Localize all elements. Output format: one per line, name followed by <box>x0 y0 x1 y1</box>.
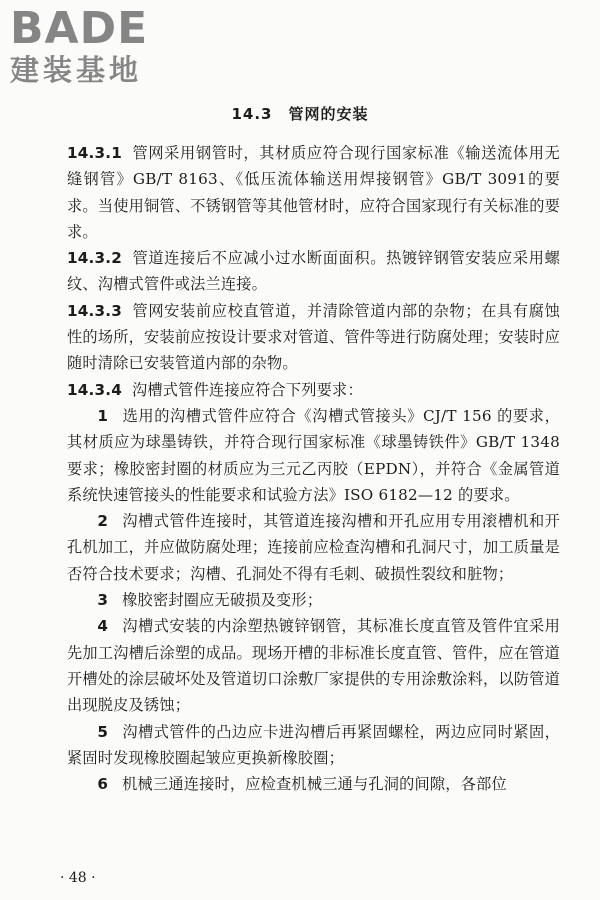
clause-text: 管道连接后不应减小过水断面面积。热镀锌钢管安装应采用螺纹、沟槽式管件或法兰连接。 <box>67 249 560 294</box>
item-text: 选用的沟槽式管件应符合《沟槽式管接头》CJ/T 156 的要求，其材质应为球墨铸铁，并符合现行国家标准《球墨铸铁件》GB/T 1348要求；橡胶密封圈的材质应为三元乙丙胶（EPDN），并符合《金属管道系统快速管接头的性能要求和试验方法》ISO 6182—12 的要求。 <box>67 406 560 504</box>
item-3 <box>67 587 560 613</box>
item-text: 沟槽式安装的内涂塑热镀锌钢管，其标准长度直管及管件宜采用先加工沟槽后涂塑的成品。现场开槽的非标准长度直管、管件，应在管道开槽处的涂层破坏处及管道切口涂敷厂家提供的专用涂敷涂料，以防管道出现脱皮及锈蚀； <box>67 617 560 715</box>
clause-number: 14.3.4 <box>67 380 123 399</box>
item-text: 橡胶密封圈应无破损及变形； <box>122 591 323 610</box>
item-number: 2 <box>97 512 109 531</box>
logo-subtitle: 建装基地 <box>10 53 143 87</box>
clause-text: 管网采用钢管时，其材质应符合现行国家标准《输送流体用无缝钢管》GB/T 8163、《低压流体输送用焊接钢管》GB/T 3091的要求。当使用铜管、不锈钢管等其他管材时，应符合国家现行有关标准的要求。 <box>67 144 560 241</box>
clause-14-3-4 <box>67 377 560 403</box>
item-5 <box>67 719 560 772</box>
item-6 <box>67 771 560 797</box>
item-number: 6 <box>97 775 109 794</box>
item-number: 5 <box>97 722 109 741</box>
clause-text: 管网安装前应校直管道，并清除管道内部的杂物；在具有腐蚀性的场所，安装前应按设计要求对管道、管件等进行防腐处理；安装时应随时清除已安装管道内部的杂物。 <box>67 301 560 373</box>
logo-brand: BADE <box>10 3 149 54</box>
clause-14-3-2 <box>67 245 560 298</box>
bade-logo <box>10 3 180 87</box>
document-body <box>67 140 560 797</box>
item-text: 沟槽式管件的凸边应卡进沟槽后再紧固螺栓，两边应同时紧固，紧固时发现橡胶圈起皱应更换新橡胶圈； <box>67 722 560 767</box>
section-title: 14.3 管网的安装 <box>231 105 369 123</box>
clause-number: 14.3.2 <box>67 249 123 268</box>
item-2 <box>67 508 560 587</box>
item-text: 沟槽式管件连接时，其管道连接沟槽和开孔应用专用滚槽机和开孔机加工，并应做防腐处理；连接前应检查沟槽和孔洞尺寸，加工质量是否符合技术要求；沟槽、孔洞处不得有毛刺、破损性裂纹和脏物； <box>67 512 560 583</box>
clause-14-3-3 <box>67 298 560 377</box>
item-number: 3 <box>97 591 109 610</box>
clause-number: 14.3.3 <box>67 301 123 320</box>
item-text: 机械三通连接时，应检查机械三通与孔洞的间隙，各部位 <box>122 775 507 794</box>
item-number: 1 <box>97 406 109 425</box>
item-4 <box>67 613 560 718</box>
item-1 <box>67 403 560 508</box>
clause-text: 沟槽式管件连接应符合下列要求： <box>132 380 363 399</box>
clause-number: 14.3.1 <box>67 144 123 162</box>
item-number: 4 <box>97 617 109 636</box>
clause-14-3-1 <box>67 140 560 245</box>
page-number: · 48 · <box>60 870 96 886</box>
